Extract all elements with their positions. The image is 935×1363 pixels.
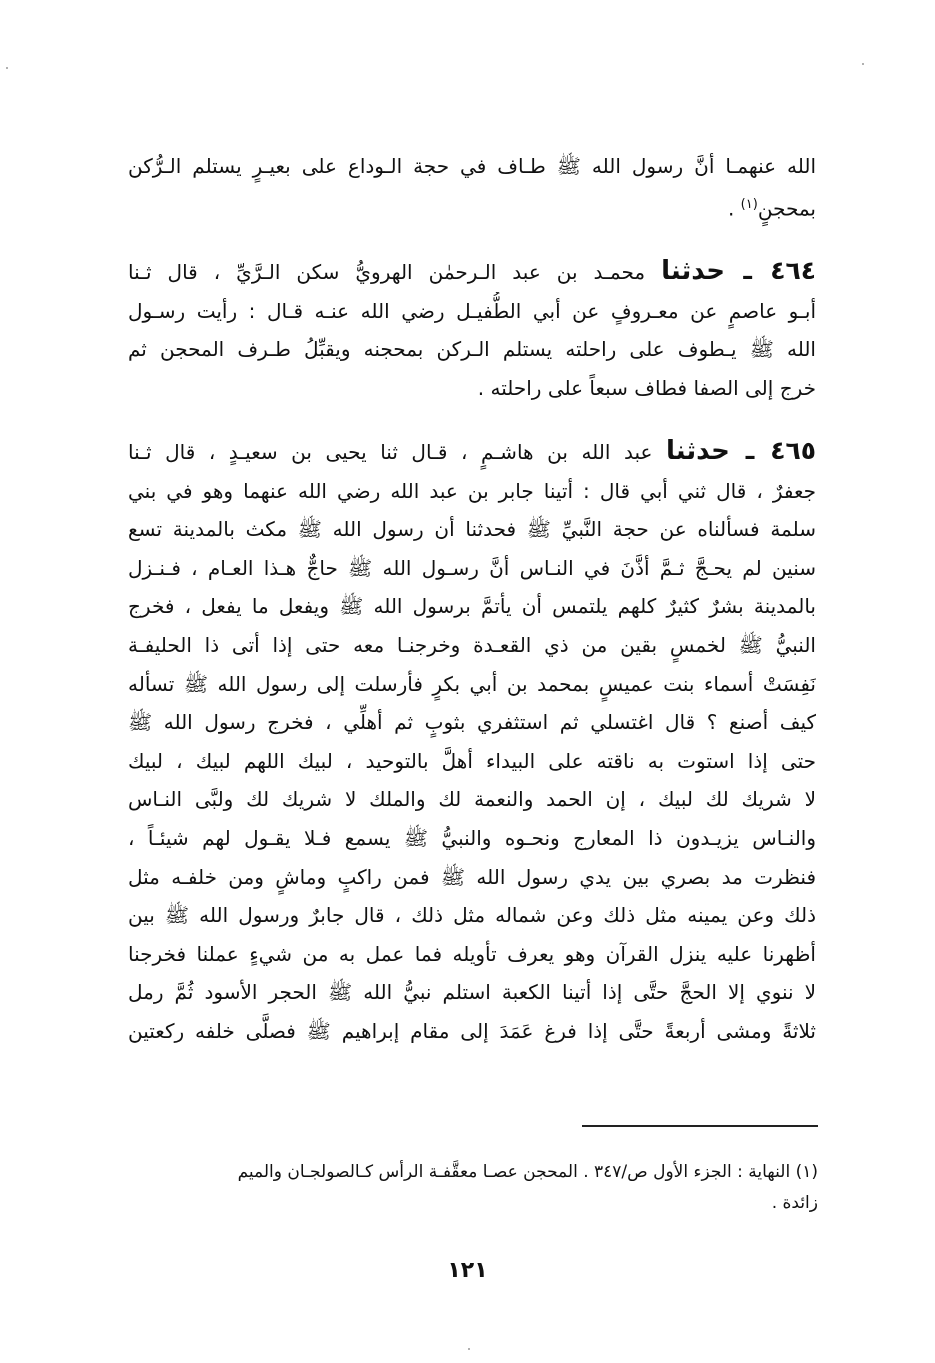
text-line: النبيُّ ﷺ لخمسٍ بقين من ذي القعـدة وخرجنـا معه حتى إذا أتى ذا الحليفـة [128,632,816,657]
text-segment: . [727,196,741,221]
text-line: الله ﷺ يـطوف على راحلته يستلم الـركن بمحجنه ويقبِّلُ طـرف المحجن ثم [128,337,816,362]
text-line: حتى إذا استوت به ناقته على البيداء أهلَّ بالتوحيد ، لبيك اللهم لبيك ، لبيك [128,748,816,773]
text-line: لا ننوي إلا الحجَّ حتَّى إذا أتينا الكعبة استلم نبيُّ الله ﷺ الحجر الأسود ثُمَّ رمل [128,980,816,1005]
footnote-marker: (١) [740,196,758,212]
text-line: الله عنهمـا أنَّ رسول الله ﷺ طـاف في حجة الـوداع على بعيـرٍ يستلم الـرُّكن [128,154,816,178]
hadith-number: ٤٦٥ [770,436,816,465]
text-line: سنين لم يحـجَّ ثـمَّ أذَّنَ في النـاس أنَّ رسـول الله ﷺ حاجٌّ هـذا العـام ، فـنـزل [128,555,816,580]
text-line: أبـو عاصمٍ عن معـروفٍ عن أبي الطُّفيـل رضي الله عنـه قـال : رأيت رسـول [128,298,816,323]
hadith-464-paragraph [128,252,816,407]
text-line: أظهرنا عليه ينزل القرآن وهو يعرف تأويله فما عمل به من شيءٍ عملنا فخرجنا [128,941,816,966]
text-line: كيف أصنع ؟ قال اغتسلي ثم استثفري بثوبٍ ثم أهلِّي ، فخرج رسول الله ﷺ [128,710,816,735]
text-line: فنظرت مد بصري بين يدي رسول الله ﷺ فمن راكبٍ وماشٍ ومن خلفـه مثل [128,864,816,889]
text-line [128,186,816,228]
hadith-number-separator: ـ [724,256,771,285]
footnote-line: (١) النهاية : الجزء الأول ص/٣٤٧ . المحجن عصـا معقَّفـة الرأس كـالصولجـان والميم [237,1162,818,1182]
text-segment: بمحجنٍ [757,196,816,221]
page-number: ١٢١ [447,1258,488,1283]
text-line: سلمة فسألناه عن حجة النَّبيِّ ﷺ فحدثنا أن رسول الله ﷺ مكث بالمدينة تسع [128,517,816,542]
text-segment: محمـد بن عبد الـرحمٰن الهرويُّ سكن الـرَّيِّ ، قال ثـنا [128,260,662,284]
text-line: والنـاس يزيـدون ذا المعارج ونحـوه والنبيُّ ﷺ يسمع فـلا يقـول لهم شيئـاً ، [128,825,816,850]
hadith-number: ٤٦٤ [770,256,816,285]
hadith-heading: حدثنا [666,436,730,466]
intro-paragraph [128,147,816,228]
scan-speck [6,67,8,69]
hadith-first-line [128,432,816,472]
scan-speck [468,1348,470,1350]
hadith-number-separator: ـ [729,436,771,465]
text-line: جعفرٌ ، قال ثني أبي قال : أتينا جابر بن عبد الله رضي الله عنهما وهو في بني [128,478,816,503]
text-line: ثلاثةً ومشى أربعةً حتَّى إذا فرغ عَمَدَ إلى مقام إبراهيم ﷺ فصلَّى خلفه ركعتين [128,1018,816,1043]
scan-speck [862,63,864,65]
footnote-line: زائدة . [771,1193,818,1213]
text-segment: عبد الله بن هاشـمٍ ، قـال ثنا يحيى بن سعيـدٍ ، قال ثـنا [128,440,666,464]
text-line: نَفِسَتْ أسماء بنت عميسٍ بمحمد بن أبي بكرٍ فأرسلت إلى رسول الله ﷺ تسأله [128,671,816,696]
hadith-heading: حدثنا [661,256,725,286]
hadith-465-paragraph [128,432,816,1051]
text-line: لا شريك لك لبيك ، إن الحمد والنعمة لك والملك لا شريك لك ولبَّى النـاس [128,787,816,812]
footnote-separator [582,1125,818,1127]
text-line: بالمدينة بشرٌ كثيرٌ كلهم يلتمس أن يأتمَّ برسول الله ﷺ ويفعل ما يفعل ، فخرج [128,594,816,619]
hadith-first-line [128,252,816,292]
footnote [128,1157,818,1219]
text-line: ذلك وعن يمينه مثل ذلك وعن شماله مثل ذلك ، قال جابرٌ ورسول الله ﷺ بين [128,903,816,928]
text-line: خرج إلى الصفا فطاف سبعاً على راحلته . [477,375,816,400]
